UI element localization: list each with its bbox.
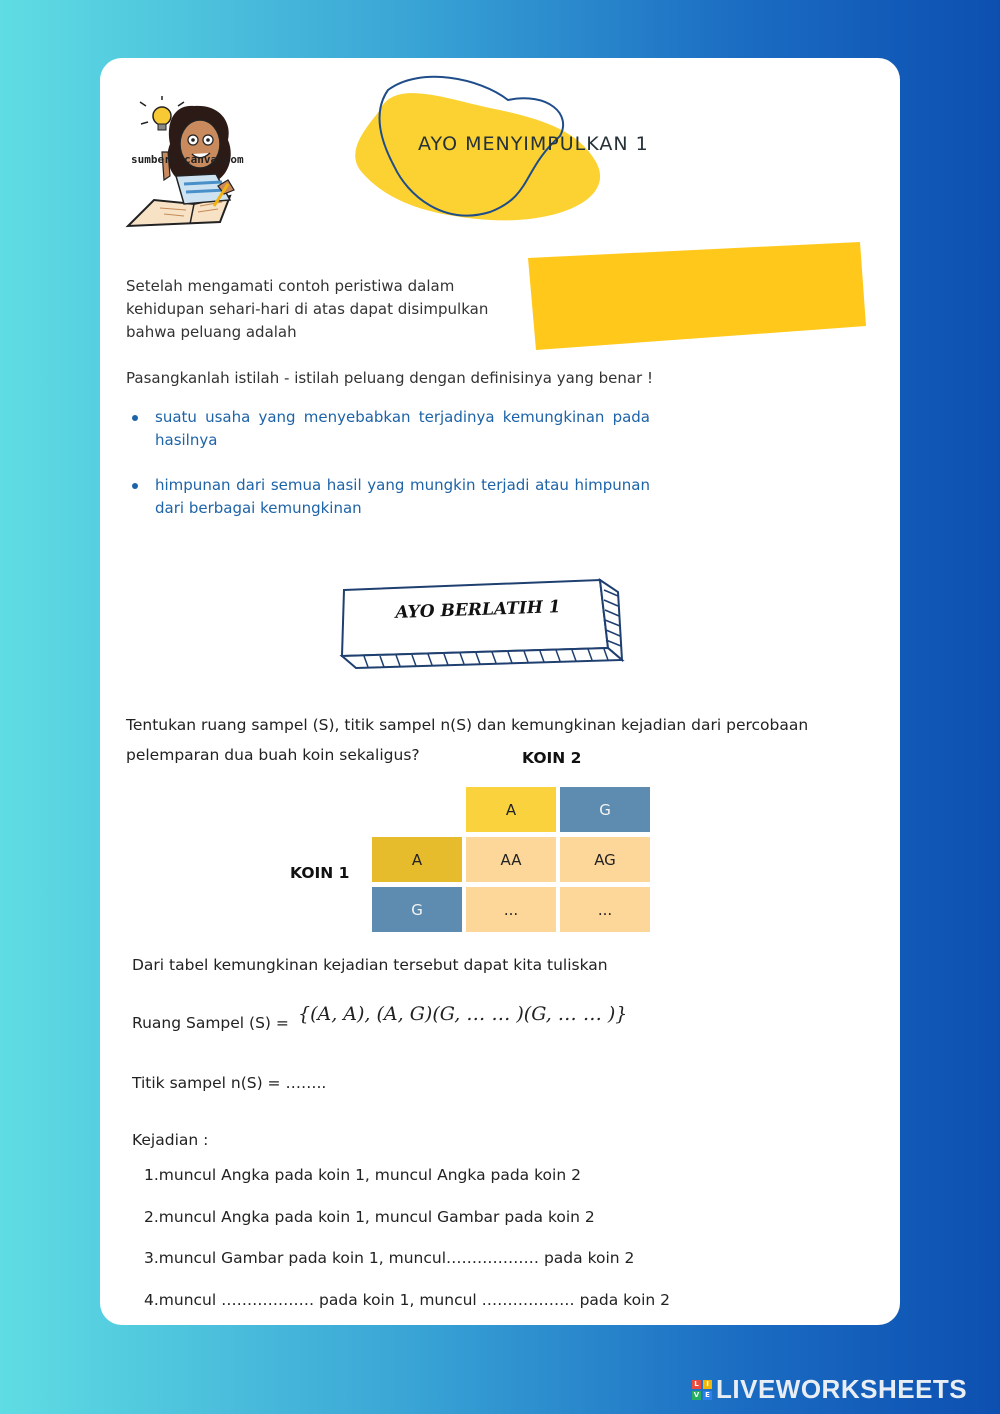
intro-paragraph: Setelah mengamati contoh peristiwa dalam kehidupan sehari-hari di atas dapat disimpulkan bahwa peluang adalah bbox=[126, 277, 489, 341]
sample-space-formula[interactable]: {(A, A), (A, G)(G, … … )(G, … … )} bbox=[298, 1003, 628, 1025]
definition-list bbox=[130, 406, 650, 542]
logo-icon: L I V E bbox=[692, 1380, 712, 1400]
sample-points[interactable]: Titik sampel n(S) = …….. bbox=[132, 1074, 327, 1092]
table-cell: AA bbox=[466, 837, 556, 882]
exercise-banner bbox=[338, 576, 628, 672]
answer-field[interactable] bbox=[524, 240, 866, 352]
table-col-header: A bbox=[466, 787, 556, 832]
event-item: 1.muncul Angka pada koin 1, muncul Angka pada koin 2 bbox=[144, 1166, 581, 1184]
table-col-header: G bbox=[560, 787, 650, 832]
liveworksheets-logo bbox=[692, 1374, 967, 1405]
table-row-title: KOIN 1 bbox=[290, 864, 350, 882]
exercise-title: AYO BERLATIH 1 bbox=[395, 597, 561, 623]
image-credit: sumber: canva.com bbox=[131, 153, 244, 166]
table-row-header: A bbox=[372, 837, 462, 882]
section-title: AYO MENYIMPULKAN 1 bbox=[418, 133, 649, 155]
exercise-question: Tentukan ruang sampel (S), titik sampel n(S) dan kemungkinan kejadian dari percobaan pelemparan dua buah koin sekaligus? bbox=[126, 716, 809, 764]
table-cell-blank[interactable]: ... bbox=[466, 887, 556, 932]
table-column-title: KOIN 2 bbox=[522, 749, 582, 767]
bullet-icon bbox=[132, 415, 138, 421]
events-list bbox=[144, 1166, 670, 1332]
logo-text: LIVEWORKSHEETS bbox=[716, 1374, 968, 1404]
events-label: Kejadian : bbox=[132, 1131, 209, 1149]
event-item[interactable]: 4.muncul ……………… pada koin 1, muncul ……………… pada koin 2 bbox=[144, 1290, 671, 1309]
results-intro: Dari tabel kemungkinan kejadian tersebut dapat kita tuliskan bbox=[132, 956, 608, 974]
event-item[interactable]: 3.muncul Gambar pada koin 1, muncul……………… pada koin 2 bbox=[144, 1249, 635, 1267]
matching-instruction: Pasangkanlah istilah - istilah peluang dengan definisinya yang benar ! bbox=[126, 369, 653, 387]
table-cell-blank[interactable]: ... bbox=[560, 887, 650, 932]
definition-item: himpunan dari semua hasil yang mungkin terjadi atau himpunan dari berbagai kemungkinan bbox=[130, 474, 650, 520]
table-cell: AG bbox=[560, 837, 650, 882]
bullet-icon bbox=[132, 483, 138, 489]
sample-space-label: Ruang Sampel (S) = bbox=[132, 1014, 289, 1032]
table-row-header: G bbox=[372, 887, 462, 932]
event-item: 2.muncul Angka pada koin 1, muncul Gambar pada koin 2 bbox=[144, 1207, 595, 1226]
definition-item: suatu usaha yang menyebabkan terjadinya kemungkinan pada hasilnya bbox=[130, 406, 650, 452]
